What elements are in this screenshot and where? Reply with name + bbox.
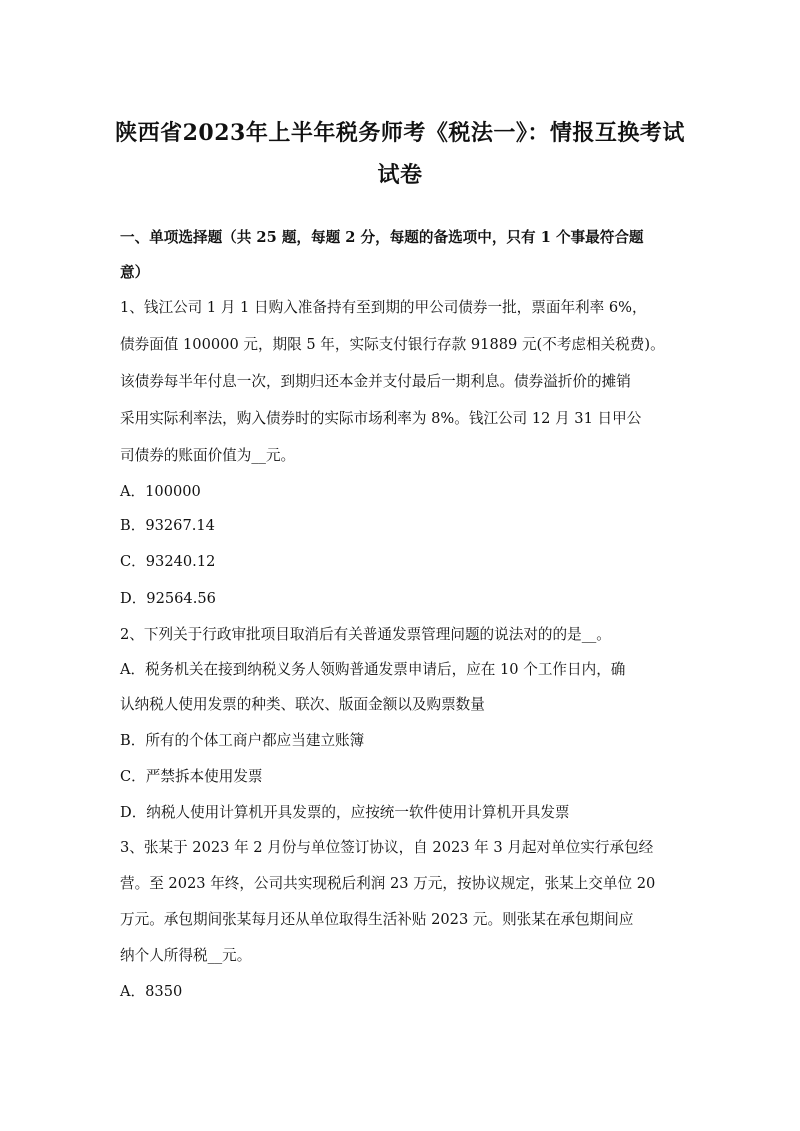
question-3-line-4: 纳个人所得税__元。 xyxy=(120,947,252,964)
question-2-line-1: 2、下列关于行政审批项目取消后有关普通发票管理问题的说法对的的是__。 xyxy=(120,626,611,643)
question-3-line-3: 万元。承包期间张某每月还从单位取得生活补贴 2023 元。则张某在承包期间应 xyxy=(120,911,634,928)
question-1-line-2: 债券面值 100000 元，期限 5 年，实际支付银行存款 91889 元(不考虑相关税费)。 xyxy=(120,336,665,353)
question-2-option-a-line-1: A．税务机关在接到纳税义务人领购普通发票申请后，应在 10 个工作日内，确 xyxy=(120,661,626,678)
section-header-line-1: 一、单项选择题（共 25 题，每题 2 分，每题的备选项中，只有 1 个事最符合题 xyxy=(120,229,644,246)
question-1-line-4: 采用实际利率法，购入债券时的实际市场利率为 8%。钱江公司 12 月 31 日甲公 xyxy=(120,410,642,427)
question-1-option-a: A．100000 xyxy=(120,483,201,500)
question-1-line-5: 司债券的账面价值为__元。 xyxy=(120,447,296,464)
question-3-option-a: A．8350 xyxy=(120,983,183,1000)
question-2-option-a-line-2: 认纳税人使用发票的种类、联次、版面金额以及购票数量 xyxy=(120,696,485,713)
question-1-line-1: 1、钱江公司 1 月 1 日购入准备持有至到期的甲公司债券一批，票面年利率 6%， xyxy=(120,299,647,316)
question-1-option-c: C．93240.12 xyxy=(120,553,216,570)
question-1-option-d: D．92564.56 xyxy=(120,590,216,607)
question-2-option-b: B．所有的个体工商户都应当建立账簿 xyxy=(120,732,365,749)
question-2-option-d: D．纳税人使用计算机开具发票的，应按统一软件使用计算机开具发票 xyxy=(120,804,570,821)
section-header-line-2: 意） xyxy=(120,264,150,281)
doc-title-line-2: 试卷 xyxy=(377,162,423,188)
question-2-option-c: C．严禁拆本使用发票 xyxy=(120,768,263,785)
question-3-line-2: 营。至 2023 年终，公司共实现税后利润 23 万元，按协议规定，张某上交单位 20 xyxy=(120,875,656,892)
question-1-option-b: B．93267.14 xyxy=(120,517,215,534)
doc-title-line-1: 陕西省2023年上半年税务师考《税法一》：情报互换考试 xyxy=(115,120,685,146)
question-1-line-3: 该债券每半年付息一次，到期归还本金并支付最后一期利息。债券溢折价的摊销 xyxy=(120,373,631,390)
question-3-line-1: 3、张某于 2023 年 2 月份与单位签订协议，自 2023 年 3 月起对单位实行承包经 xyxy=(120,839,654,856)
